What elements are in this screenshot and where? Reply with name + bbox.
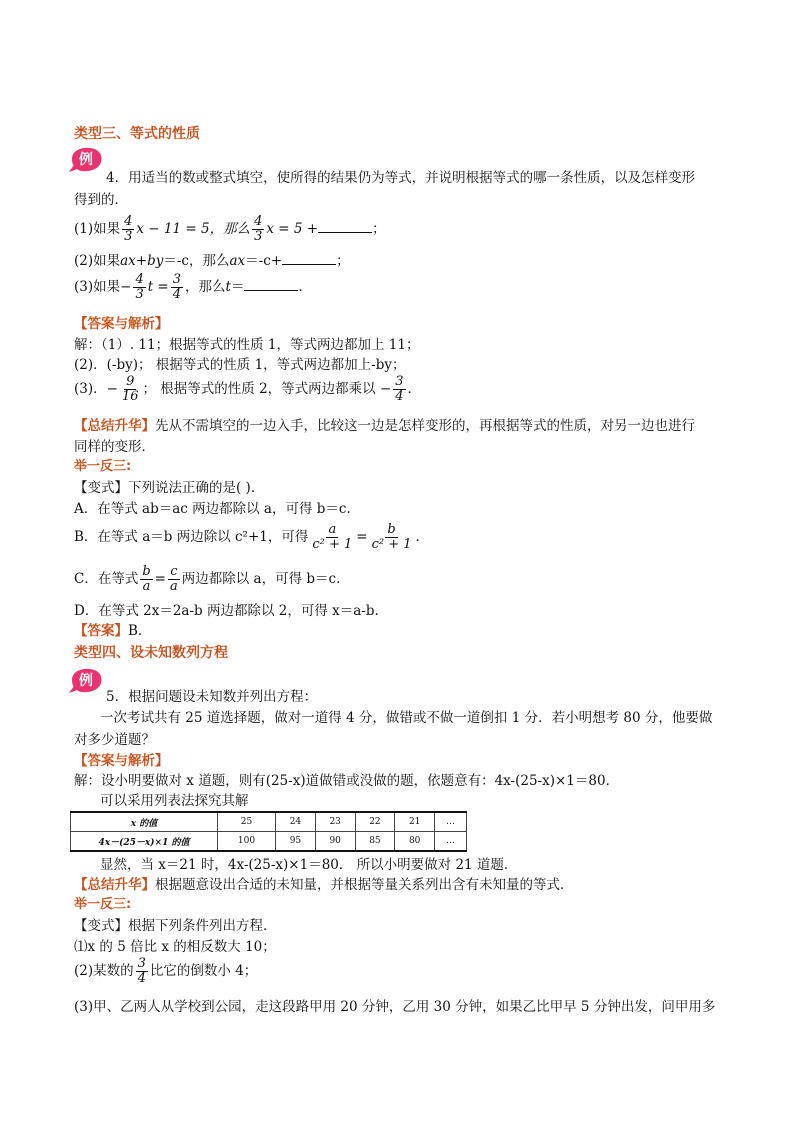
trial-table [70,811,467,852]
sum5-line: 【总结升华】根据题意设出合适的未知量，并根据等量关系列出含有未知量的等式． [74,877,574,893]
ans4-line2: (2)．(-by)； 根据等式的性质 1，等式两边都加上-by； [74,357,406,373]
table-cell: 85 [355,832,395,852]
table-cell: 24 [276,812,316,832]
fraction: $\frac{4}{3}$ [135,272,144,302]
var4-item-1: ⑴x 的 5 倍比 x 的相反数大 10； [74,939,276,955]
ex4-stem-1: 4．用适当的数或整式填空，使所得的结果仍为等式，并说明根据等式的哪一条性质，以及怎样变形 [106,170,696,186]
table-cell: 25 [218,812,276,832]
table-cell: 80 [395,832,435,852]
ex4-q3: (3)如果− $\frac{4}{3}$ t = $\frac{3}{4}$ ，那么t＝ ． [74,272,312,302]
example-badge-icon [68,666,104,694]
var3-stem: 【变式】下列说法正确的是( )． [74,480,265,496]
fraction: $\frac{b}{a}$ [142,564,151,594]
table-cell: 22 [355,812,395,832]
ans4-line1: 解：（1）. 11；根据等式的性质 1，等式两边都加上 11； [74,337,420,353]
table-cell: 100 [218,832,276,852]
fraction: $\frac{a}{\text{c² + 1}}$ [312,522,353,552]
ex5-para-1: 一次考试共有 25 道选择题，做对一道得 4 分，做错或不做一道倒扣 1 分．若小明想考 80 分，他要做 [100,710,713,726]
ans4-tag: 【答案与解析】 [74,316,169,332]
sum4-line2: 同样的变形． [74,439,155,455]
var3-option-a: A．在等式 ab＝ac 两边都除以 a，可得 b＝c. [74,501,351,517]
fraction: $\frac{b}{\text{c² + 1}}$ [371,522,412,552]
ex4-q1: (1)如果 $\frac{4}{3}$ x − 11 = 5，那么 $\frac{4}{3}$ x = 5 + ； [74,214,386,244]
ans5-tag: 【答案与解析】 [74,753,169,769]
var3-option-b: B．在等式 a＝b 两边除以 c²+1，可得 $\frac{a}{\text{c² + 1}}$ = $\frac{b}{\text{c² + 1}}$ ． [74,522,430,552]
table-cell: 23 [315,812,355,832]
ex5-para-2: 对多少道题？ [74,732,155,748]
fraction: $\frac{9}{16}$ [121,374,139,404]
var4-item-3: (3)甲、乙两人从学校到公园，走这段路甲用 20 分钟，乙用 30 分钟，如果乙比甲早 5 分钟出发，问甲用多 [74,999,716,1015]
answer-blank[interactable] [244,278,298,291]
var4-item-2: (2)某数的 $\frac{3}{4}$ 比它的倒数小 4； [74,956,258,986]
section-heading-type3: 类型三、等式的性质 [74,126,200,142]
table-cell: 90 [315,832,355,852]
answer-blank[interactable] [282,252,336,265]
table-cell: 95 [276,832,316,852]
fraction: $\frac{3}{4}$ [137,956,146,986]
ex4-stem-2: 得到的． [74,192,128,208]
var3-option-c: C．在等式 $\frac{b}{a}$ = $\frac{c}{a}$ 两边都除以 a，可得 b＝c. [74,564,341,594]
var3-answer: 【答案】B． [74,623,152,639]
badge-label: 例 [79,152,93,168]
ans5-line1: 解：设小明要做对 x 道题，则有(25-x)道做错或没做的题，依题意有：4x-(25-x)×1＝80． [74,773,620,789]
fraction: $\frac{4}{3}$ [254,214,263,244]
example-badge-icon [68,145,104,173]
fraction: $\frac{3}{4}$ [395,374,404,404]
ex4-q2: (2)如果ax+by＝-c，那么ax＝-c+ ； [74,253,350,269]
table-row-header: x 的值 [71,812,218,832]
ex5-stem: 5．根据问题设未知数并列出方程： [106,689,318,705]
table-cell: … [435,832,467,852]
var3-heading: 举一反三: [74,459,132,474]
ans5-line3: 显然，当 x＝21 时，4x-(25-x)×1＝80． 所以小明要做对 21 道题． [100,857,518,873]
section-heading-type4: 类型四、设未知数列方程 [74,645,228,661]
fraction: $\frac{3}{4}$ [172,272,182,302]
table-row [71,832,467,852]
table-row [71,812,467,832]
table-cell: … [435,812,467,832]
fraction: $\frac{4}{3}$ [124,214,133,244]
fraction: $\frac{c}{a}$ [169,564,178,594]
table-cell: 21 [395,812,435,832]
answer-blank[interactable] [318,220,372,233]
sum4-line1: 【总结升华】先从不需填空的一边入手，比较这一边是怎样变形的，再根据等式的性质，对另一边也进行 [74,418,695,434]
var4-heading: 举一反三: [74,897,132,912]
badge-label: 例 [79,673,93,689]
table-row-header: 4x－(25－x)×1 的值 [71,832,218,852]
var3-option-d: D．在等式 2x＝2a-b 两边都除以 2，可得 x＝a-b. [74,603,379,619]
ans5-line2: 可以采用列表法探究其解 [100,793,249,809]
ans4-line3: (3)．− $\frac{9}{16}$ ； 根据等式的性质 2，等式两边都乘以 − $\frac{3}{4}$ ． [74,374,422,404]
var4-stem: 【变式】根据下列条件列出方程． [74,918,277,934]
